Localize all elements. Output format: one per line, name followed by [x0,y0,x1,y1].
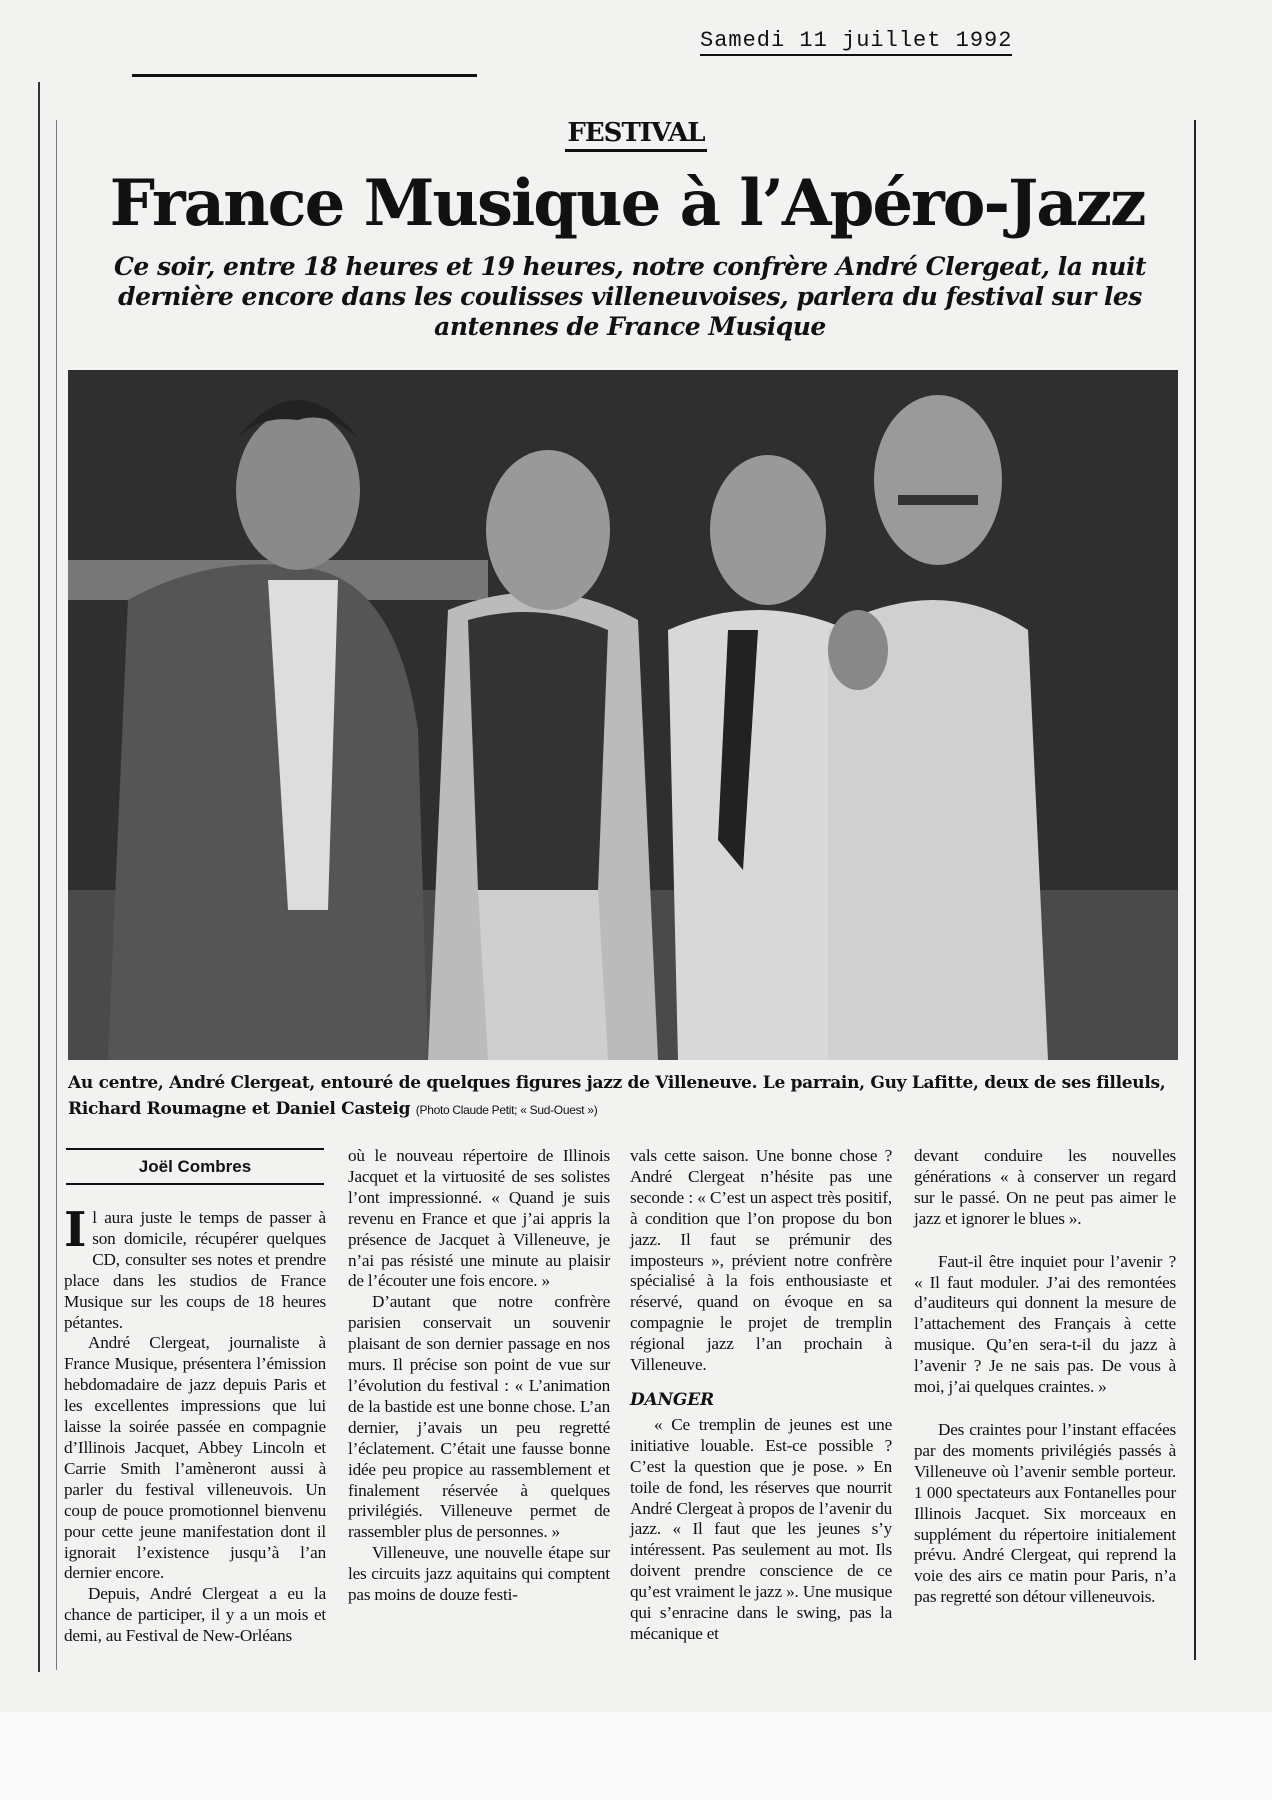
paragraph: André Clergeat, journaliste à France Musique, présentera l’émission hebdomadaire de jazz depuis Paris et les excellentes impressions que lui laisse la soirée passée en compagnie d’Illinois Jacquet, Abbey Lincoln et Carrie Smith l’amèneront aussi à parler du festival villeneuvois. Un coup de pouce promotionnel bienvenu pour cette jeune manifestation dont il ignorait l’existence jusqu’à l’an dernier encore. [64,1333,326,1583]
paragraph: « Ce tremplin de jeunes est une initiative louable. Est-ce possible ? C’est la question que je pose. » En toile de fond, les réserves que nourrit André Clergeat à propos de l’avenir du jazz. « Il faut que les jeunes s’y intéressent. Pas seulement au mot. Ils doivent prendre conscience de ce qu’est vraiment le jazz ». Une musique qui s’enracine dans le swing, pas la mécanique et [630,1414,892,1643]
paragraph: Villeneuve, une nouvelle étape sur les circuits jazz aquitains qui comptent pas moins de douze festi- [348,1543,610,1605]
column-4 [914,1146,1176,1608]
column-3 [630,1146,892,1645]
scan-margin [0,1712,1272,1800]
byline: Joël Combres [66,1148,324,1185]
column-2 [348,1146,610,1606]
top-rule [132,74,477,77]
deck-subtitle: Ce soir, entre 18 heures et 19 heures, notre confrère André Clergeat, la nuit dernière encore dans les coulisses villeneuvoises, parlera du festival sur les antennes de France Musique [113,252,1146,341]
drop-cap: I [64,1202,87,1258]
left-rule-inner [56,120,57,1670]
paragraph: Des craintes pour l’instant effacées par des moments privilégiés passés à Villeneuve où l’avenir semble porteur. 1 000 spectateurs aux Fontanelles pour Illinois Jacquet. Six morceaux en supplément du répertoire initialement prévu. André Clergeat, qui reprend la voie des airs ce matin pour Paris, n’a pas regretté son détour villeneuvois. [914,1419,1176,1607]
photo-credit: (Photo Claude Petit; « Sud-Ouest ») [415,1103,598,1117]
caption-text: Au centre, André Clergeat, entouré de quelques figures jazz de Villeneuve. Le parrain, Guy Lafitte, deux de ses filleuls, Richard Roumagne et Daniel Casteig [68,1073,1166,1119]
paragraph: devant conduire les nouvelles générations « à conserver un regard sur le passé. On ne peut pas aimer le jazz et ignorer le blues ». [914,1146,1176,1228]
paragraph: Depuis, André Clergeat a eu la chance de participer, il y a un mois et demi, au Festival de New-Orléans [64,1584,326,1646]
paragraph [64,1202,326,1333]
column-1 [64,1202,326,1647]
paragraph-text: l aura juste le temps de passer à son domicile, récupérer quelques CD, consulter ses notes et prendre place dans les studios de France Musique sur les coups de 18 heures pétantes. [64,1208,326,1332]
kicker-text: FESTIVAL [565,118,706,152]
article-photo [68,370,1178,1060]
photo-caption [68,1070,1198,1123]
paragraph-gap [914,1398,1176,1420]
paragraph: vals cette saison. Une bonne chose ? André Clergeat n’hésite pas une seconde : « C’est un aspect très positif, à condition que l’on propose du bon jazz. Il faut se prémunir des imposteurs », prévient notre confrère spécialisé à la fois enthousiaste et réservé, quand on évoque en sa compagnie le projet de tremplin régional jazz l’an prochain à Villeneuve. [630,1146,892,1375]
paragraph: Faut-il être inquiet pour l’avenir ? « Il faut moduler. J’ai des remontées d’auditeurs qui donnent la mesure de l’attachement des Français à cette musique. Qu’en sera-t-il du jazz à l’avenir ? Je ne sais pas. De vous à moi, j’ai quelques craintes. » [914,1251,1176,1397]
headline: France Musique à l’Apéro-Jazz [109,166,1145,241]
left-rule [38,82,40,1672]
photo-illustration [68,370,1178,1060]
paragraph: D’autant que notre confrère parisien conservait un souvenir plaisant de son dernier passage en nos murs. Il précise son point de vue sur l’évolution du festival : « L’animation de la bastide est une bonne chose. L’an dernier, j’avais un peu regretté l’éclatement. C’était une fausse bonne idée peu propice au rassemblement et finalement réservée à quelques privilégiés. Villeneuve permet de rassembler plus de personnes. » [348,1292,610,1542]
subheading: DANGER [630,1389,714,1410]
section-kicker [0,118,1272,148]
paragraph: où le nouveau répertoire de Illinois Jacquet et la virtuosité de ses solistes l’ont impressionné. « Quand je suis revenu en France et que j’ai appris la présence de Jacquet à Villeneuve, je n’ai pas résisté une minute au plaisir de l’écouter une fois encore. » [348,1146,610,1291]
paragraph-gap [914,1230,1176,1252]
publication-date: Samedi 11 juillet 1992 [700,28,1012,56]
